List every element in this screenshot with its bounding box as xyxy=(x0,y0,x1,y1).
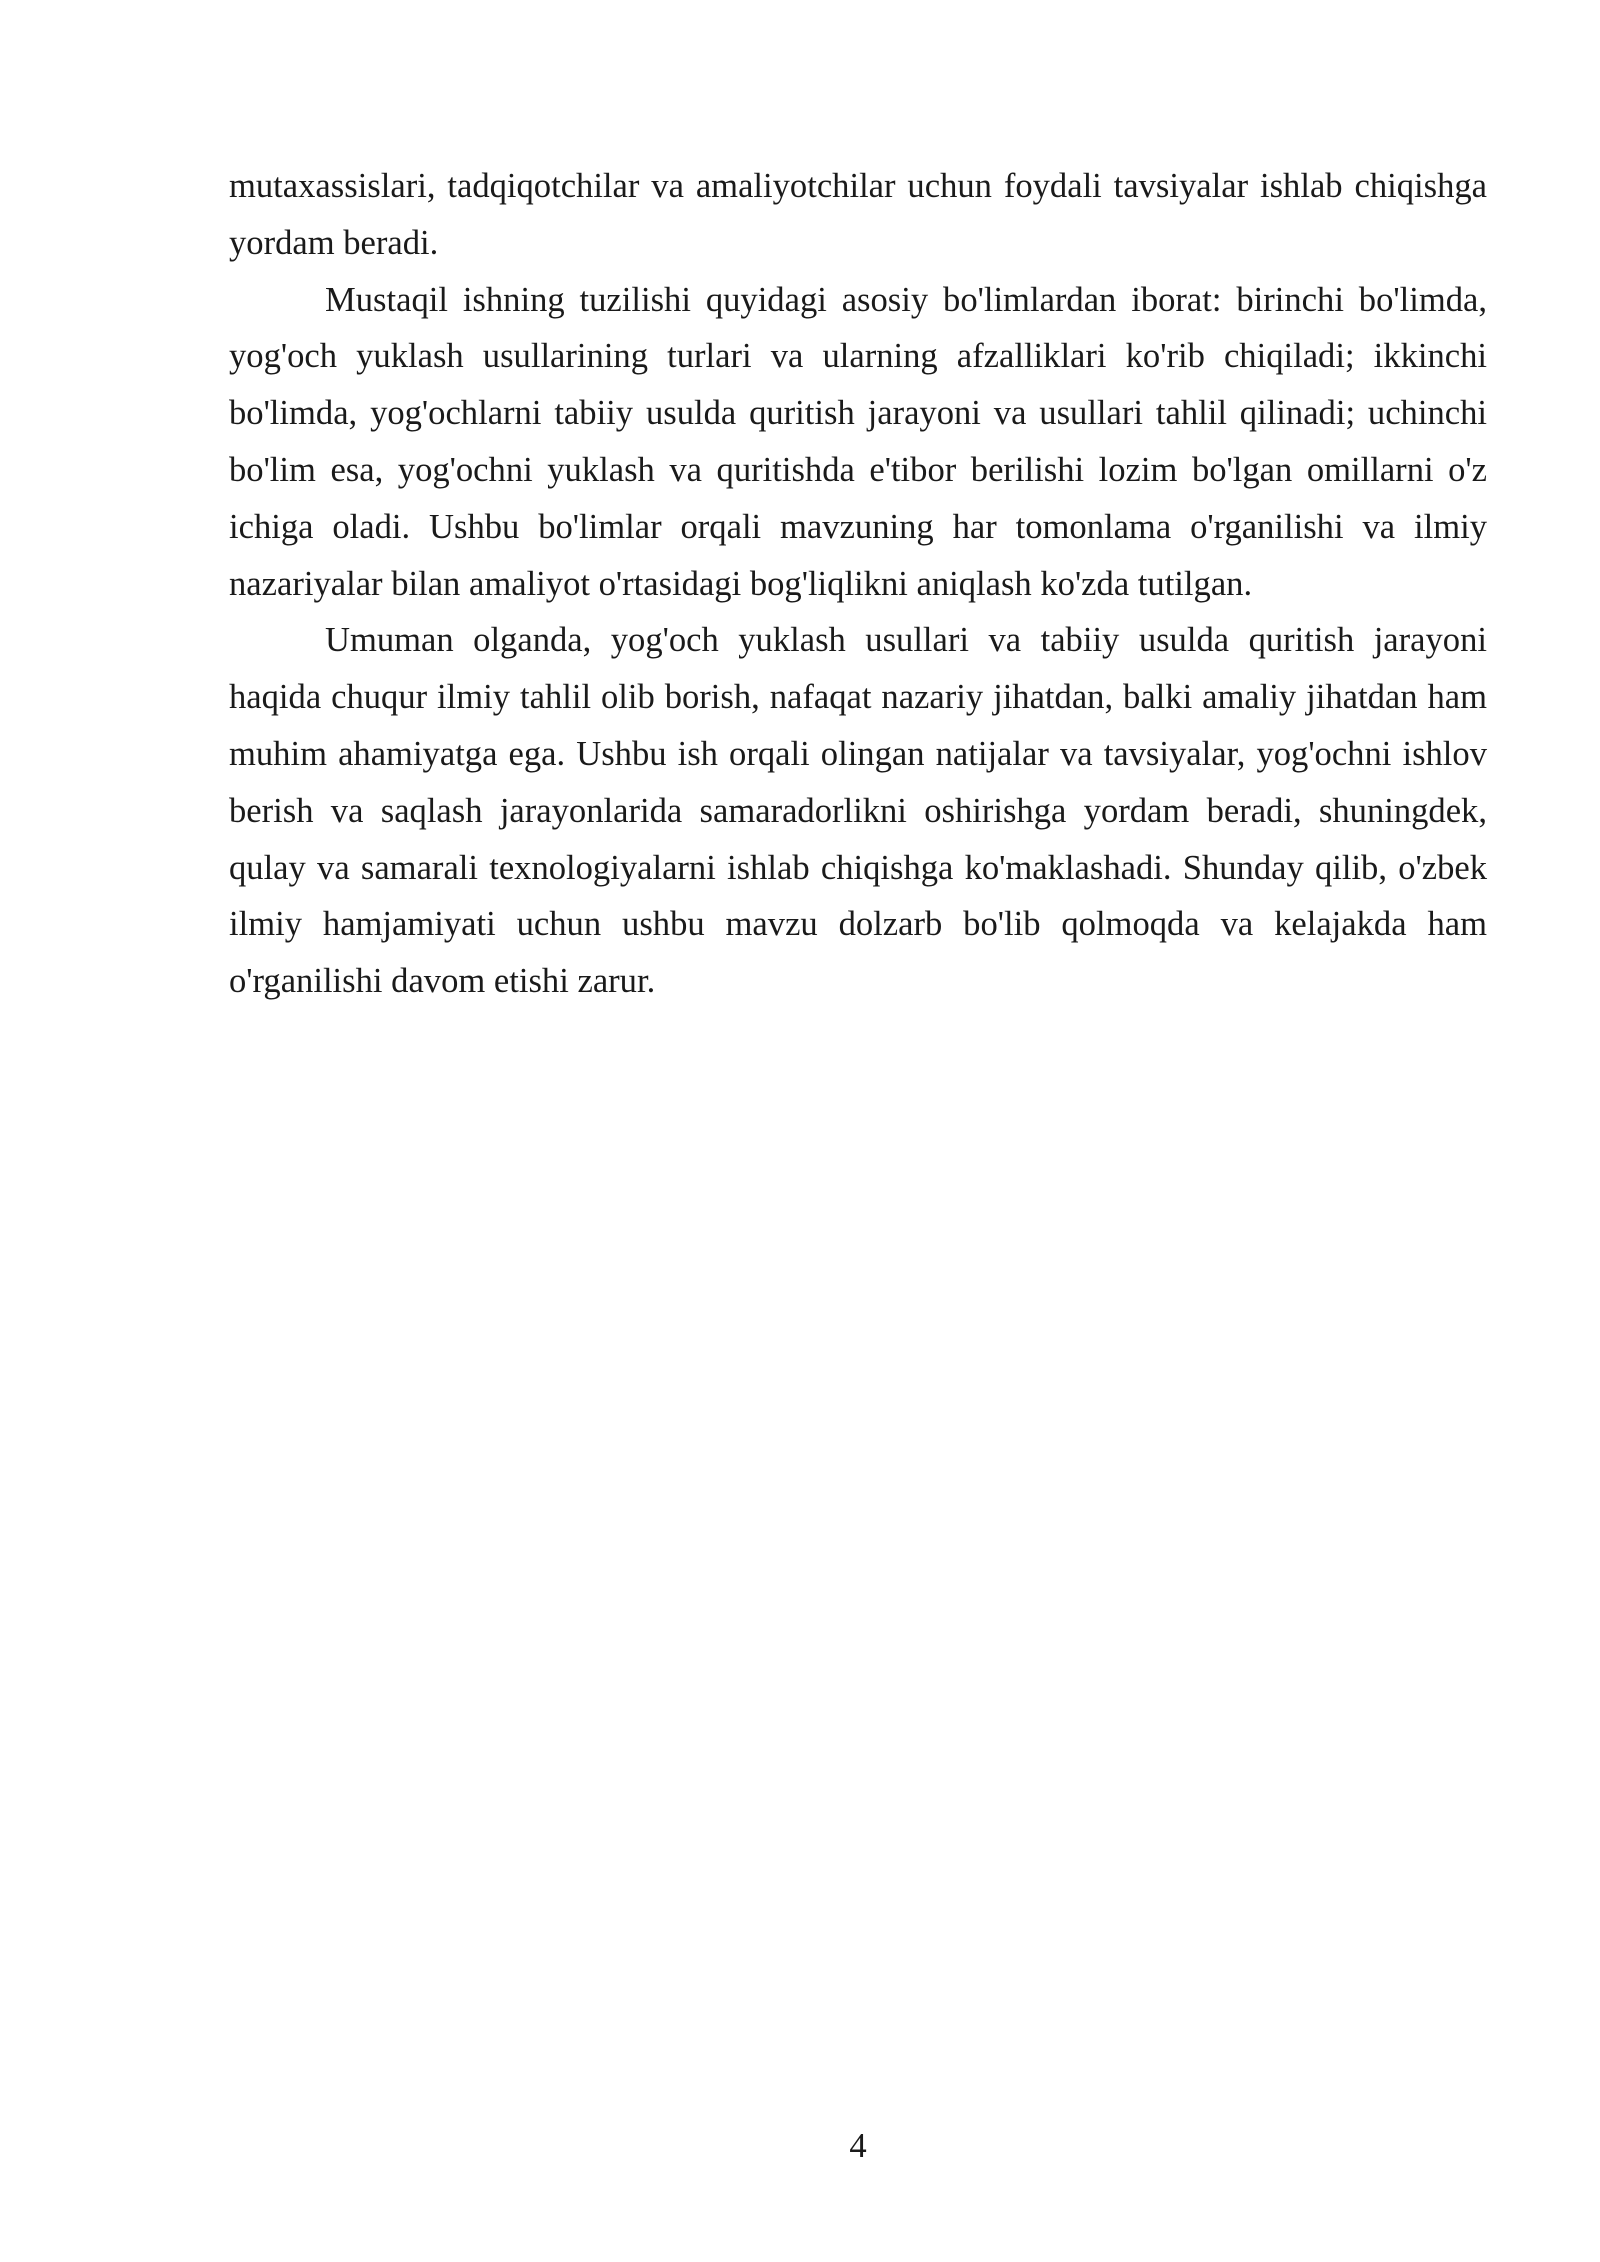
page-body xyxy=(229,158,1487,1010)
paragraph-structure: Mustaqil ishning tuzilishi quyidagi asosiy bo'limlardan iborat: birinchi bo'limda, yog'och yuklash usullarining turlari va ularning afzalliklari ko'rib chiqiladi; ikkinchi bo'limda, yog'ochlarni tabiiy usulda quritish jarayoni va usullari tahlil qilinadi; uchinchi bo'lim esa, yog'ochni yuklash va quritishda e'tibor berilishi lozim bo'lgan omillarni o'z ichiga oladi. Ushbu bo'limlar orqali mavzuning har tomonlama o'rganilishi va ilmiy nazariyalar bilan amaliyot o'rtasidagi bog'liqlikni aniqlash ko'zda tutilgan. xyxy=(229,280,1487,603)
paragraph-continuation: mutaxassislari, tadqiqotchilar va amaliyotchilar uchun foydali tavsiyalar ishlab chiqishga yordam beradi. xyxy=(229,167,1487,262)
page-number: 4 xyxy=(849,2127,867,2165)
paragraph-conclusion: Umuman olganda, yog'och yuklash usullari va tabiiy usulda quritish jarayoni haqida chuqur ilmiy tahlil olib borish, nafaqat nazariy jihatdan, balki amaliy jihatdan ham muhim ahamiyatga ega. Ushbu ish orqali olingan natijalar va tavsiyalar, yog'ochni ishlov berish va saqlash jarayonlarida samaradorlikni oshirishga yordam beradi, shuningdek, qulay va samarali texnologiyalarni ishlab chiqishga ko'maklashadi. Shunday qilib, o'zbek ilmiy hamjamiyati uchun ushbu mavzu dolzarb bo'lib qolmoqda va kelajakda ham o'rganilishi davom etishi zarur. xyxy=(229,621,1487,1001)
